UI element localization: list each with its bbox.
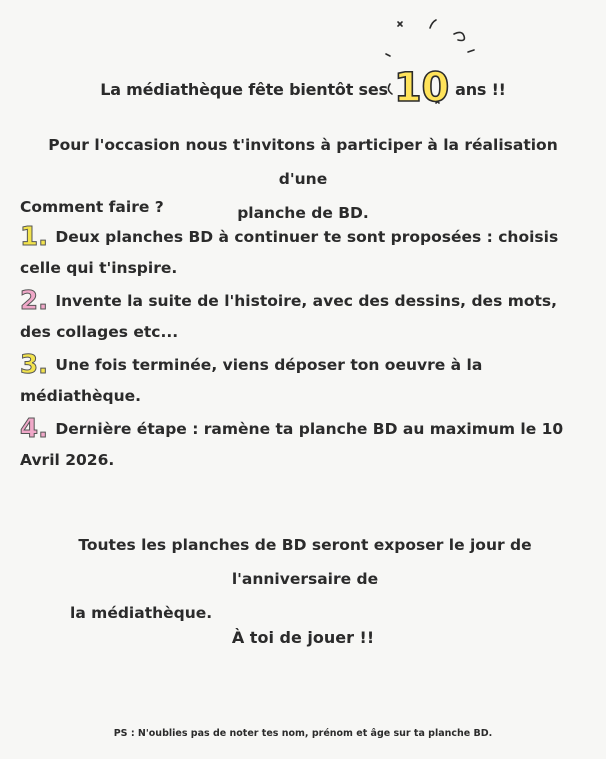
closing-line-1: Toutes les planches de BD seront exposer le jour de l'anniversaire de xyxy=(78,536,532,588)
title-after: ans !! xyxy=(455,80,506,99)
page-title xyxy=(0,62,606,111)
step-text: Dernière étape : ramène ta planche BD au maximum le 10 Avril 2026. xyxy=(20,420,564,469)
how-heading: Comment faire ? xyxy=(20,198,164,216)
step-item xyxy=(20,222,590,284)
step-number: 3. xyxy=(20,350,48,380)
title-before: La médiathèque fête bientôt ses xyxy=(100,80,388,99)
step-text: Invente la suite de l'histoire, avec des dessins, des mots, des collages etc... xyxy=(20,292,558,341)
step-item xyxy=(20,286,590,348)
anniversary-number: 10 xyxy=(393,65,450,111)
intro-line-1: Pour l'occasion nous t'invitons à participer à la réalisation d'une xyxy=(48,136,558,188)
step-number: 4. xyxy=(20,414,48,444)
closing-paragraph xyxy=(20,528,590,630)
step-item xyxy=(20,350,590,412)
call-to-action: À toi de jouer !! xyxy=(231,628,375,647)
step-item xyxy=(20,414,590,476)
step-number: 2. xyxy=(20,286,48,316)
steps-list xyxy=(20,222,590,478)
postscript-note: PS : N'oublies pas de noter tes nom, prénom et âge sur ta planche BD. xyxy=(113,728,493,739)
step-text: Une fois terminée, viens déposer ton oeuvre à la médiathèque. xyxy=(20,356,483,405)
step-number: 1. xyxy=(20,222,48,252)
step-text: Deux planches BD à continuer te sont proposées : choisis celle qui t'inspire. xyxy=(20,228,559,277)
closing-line-2: la médiathèque. xyxy=(70,604,213,622)
intro-line-2: planche de BD. xyxy=(237,204,369,222)
